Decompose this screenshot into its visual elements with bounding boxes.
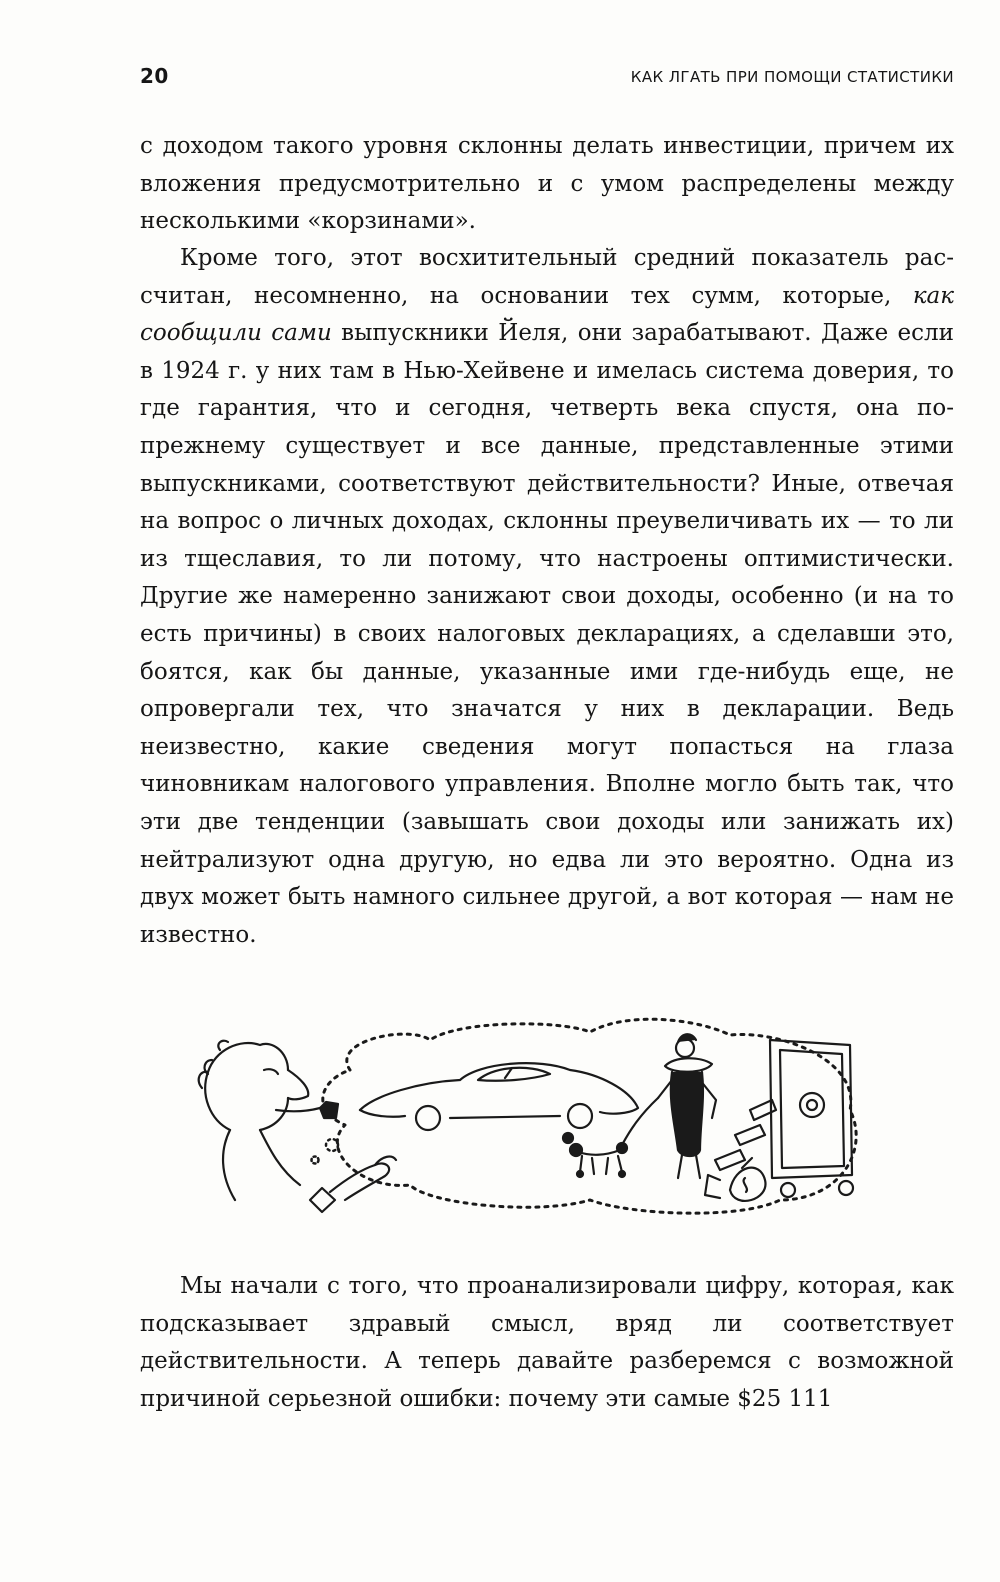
paragraph-1 — [140, 128, 954, 241]
running-title: КАК ЛГАТЬ ПРИ ПОМОЩИ СТАТИСТИКИ — [630, 68, 954, 86]
paragraph-2-italic: как сообщили сами — [140, 282, 954, 347]
paragraph-1-text: с доходом такого уровня склонны делать инвестиции, причем их вложения предусмотрительно и с умом распределены между несколькими «корзинами». — [140, 133, 954, 235]
paragraph-2 — [140, 240, 954, 954]
paragraph-2-start: Кроме того, этот восхитительный средний показатель рассчитан, несомненно, на основании тех сумм, которые, — [140, 245, 954, 309]
paragraph-2-end: выпускники Йеля, они зарабатывают. Даже если в 1924 г. у них там в Нью-Хейвене и имелась система доверия, то где гарантия, что и сегодня, четверть века спустя, она по-прежнему существует и все данные, представленные этими выпускниками, соответствуют действительности? Иные, отвечая на вопрос о личных доходах, склонны преувеличивать их — то ли из тщеславия, то ли потому, что настроены оптимистически. Другие же намеренно занижают свои доходы, особенно (и на то есть причины) в своих налоговых декларациях, а сделавши это, боятся, как бы данные, указанные ими где-нибудь еще, не опровергали тех, что значатся у них в декларации. Ведь неизвестно, какие сведения могут попасться на глаза чиновникам налогового управления. Вполне могло быть так, что эти две тенденции (завышать свои доходы или занижать их) нейтрализуют одна другую, но едва ли это вероятно. Одна из двух может быть намного сильнее другой, а вот которая — нам не известно. — [140, 320, 954, 948]
paragraph-3 — [140, 1268, 954, 1418]
cartoon-man-dreaming-icon — [160, 1000, 880, 1250]
paragraph-3-text: Мы начали с того, что проанализировали цифру, которая, как подсказывает здравый смысл, вряд ли соответствует действительности. А теперь давайте разберемся с возможной причиной серьезной ошибки: почему эти самые $25 111 — [140, 1273, 954, 1412]
page-number: 20 — [140, 64, 169, 88]
paragraph-2-text — [140, 240, 954, 954]
page-header — [140, 62, 954, 92]
